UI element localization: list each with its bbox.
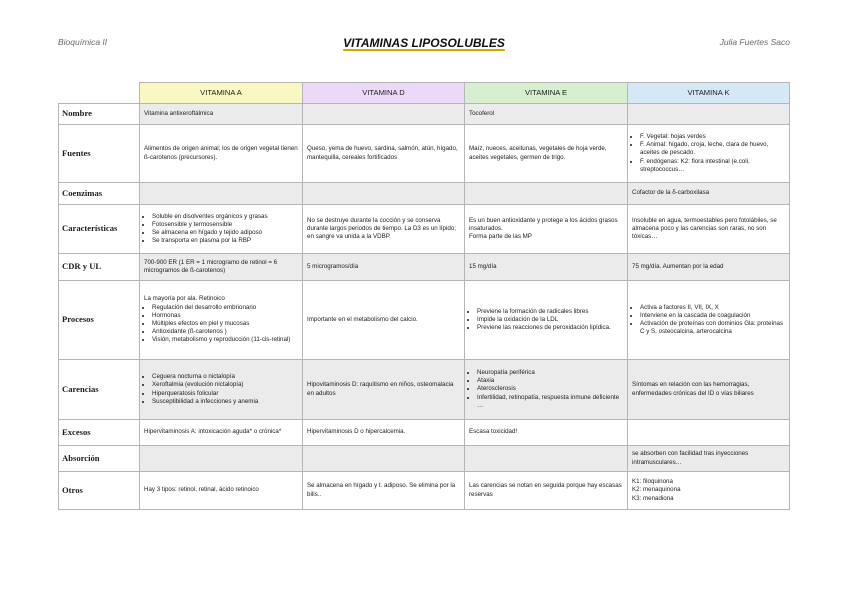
- list-fuentes-k: [632, 133, 785, 174]
- cell-otros-a: Hay 3 tipos: retinol, retinal, ácido retinoico: [140, 472, 303, 510]
- table-row-fuentes: [59, 125, 790, 183]
- cell-procesos-d: Importante en el metabolismo del calcio.: [303, 281, 465, 360]
- cell-nombre-a: Vitamina antixeroftálmica: [140, 104, 303, 125]
- cell-absorcion-a: [140, 446, 303, 472]
- cell-fuentes-e: Maíz, nueces, aceitunas, vegetales de hoja verde, aceites vegetales, germen de trigo.: [465, 125, 628, 183]
- table-row-otros: [59, 472, 790, 510]
- cell-caracteristicas-a: [140, 205, 303, 254]
- corner-cell: [59, 83, 140, 104]
- list-item: • Ataxia: [477, 377, 623, 385]
- list-item: • Antioxidante (ß-carotenos ): [152, 328, 298, 336]
- row-label-fuentes: Fuentes: [59, 125, 140, 183]
- cell-absorcion-e: [465, 446, 628, 472]
- vitamins-table: [58, 82, 790, 510]
- list-item: • Fotosensible y termosensible: [152, 221, 298, 229]
- cell-excesos-a: Hipervitaminosis A: intoxicación aguda* o crónica*: [140, 420, 303, 446]
- list-item: • Regulación del desarrollo embrionario: [152, 304, 298, 312]
- list-item: • Aterosclerosis: [477, 385, 623, 393]
- list-item: • Hormonas: [152, 312, 298, 320]
- row-label-otros: Otros: [59, 472, 140, 510]
- list-item: • F. endógenas: K2: flora intestinal (e.coli, streptococcus…: [640, 158, 785, 174]
- page-title-text: VITAMINAS LIPOSOLUBLES: [343, 36, 505, 50]
- cell-carencias-e: [465, 360, 628, 420]
- list-item: • Hiperqueratosis folicular: [152, 390, 298, 398]
- list-carencias-e: [469, 369, 623, 410]
- text-line: Es un buen antioxidante y protege a los ácidos grasos insaturados.: [469, 216, 618, 232]
- list-item: • Visión, metabolismo y reproducción (11-cis-retinal): [152, 336, 298, 344]
- text-line: K2: menaquinona: [632, 486, 681, 494]
- list-item: • Previene las reacciones de peroxidación lipídica.: [477, 324, 623, 332]
- row-label-caracteristicas: Características: [59, 205, 140, 254]
- table-row-procesos: [59, 281, 790, 360]
- list-item: • Interviene en la cascada de coagulación: [640, 312, 785, 320]
- table-row-coenzimas: [59, 183, 790, 205]
- row-label-absorcion: Absorción: [59, 446, 140, 472]
- list-item: • Previene la formación de radicales libres: [477, 308, 623, 316]
- list-item: • Neuropatía periférica: [477, 369, 623, 377]
- cell-fuentes-k: [628, 125, 790, 183]
- list-item: • Se transporta en plasma por la RBP: [152, 237, 298, 245]
- text-line: Forma parte de las MP: [469, 233, 532, 241]
- cell-caracteristicas-k: Insoluble en agua, termoestables pero fotolábiles, se almacena poco y las carencias son raras, no son tóxicas…: [628, 205, 790, 254]
- cell-procesos-e: [465, 281, 628, 360]
- cell-coenzimas-a: [140, 183, 303, 205]
- list-procesos-a: [144, 304, 298, 345]
- column-header-vitamina-k: VITAMINA K: [628, 83, 790, 104]
- cell-otros-d: Se almacena en hígado y t. adiposo. Se elimina por la bilis..: [303, 472, 465, 510]
- row-label-procesos: Procesos: [59, 281, 140, 360]
- cell-cdr-d: 5 microgramos/día: [303, 254, 465, 281]
- list-item: • Se almacena en hígado y tejido adiposo: [152, 229, 298, 237]
- cell-nombre-d: [303, 104, 465, 125]
- list-item: • Impide la oxidación de la LDL: [477, 316, 623, 324]
- row-label-excesos: Excesos: [59, 420, 140, 446]
- list-procesos-k: [632, 304, 785, 337]
- list-item: • Susceptibilidad a infecciones y anemia: [152, 398, 298, 406]
- text-line: K3: menadiona: [632, 494, 674, 502]
- cell-coenzimas-e: [465, 183, 628, 205]
- table-row-excesos: [59, 420, 790, 446]
- list-item: • Ceguera nocturna o nictalopía: [152, 373, 298, 381]
- cell-caracteristicas-e: [465, 205, 628, 254]
- cell-otros-k: [628, 472, 790, 510]
- cell-carencias-d: Hipovitaminosis D: raquitismo en niños, osteomalacia en adultos: [303, 360, 465, 420]
- author-label: Julia Fuertes Saco: [719, 37, 790, 47]
- cell-nombre-e: Tocoferol: [465, 104, 628, 125]
- cell-absorcion-d: [303, 446, 465, 472]
- cell-carencias-a: [140, 360, 303, 420]
- list-item: • Activación de proteínas con dominios Gla: proteínas C y S, osteocalcina, arterocalcina: [640, 320, 785, 336]
- cell-cdr-e: 15 mg/día: [465, 254, 628, 281]
- text-line: K1: filoquinona: [632, 478, 673, 486]
- table-header-row: [59, 83, 790, 104]
- table-row-caracteristicas: [59, 205, 790, 254]
- list-item: • F. Vegetal: hojas verdes: [640, 133, 785, 141]
- list-item: • Activa a factores II, VII, IX, X: [640, 304, 785, 312]
- cell-caracteristicas-d: No se destruye durante la cocción y se conserva durante largos periodos de tiempo. La D3 es un lípido; en sangre va unida a la VDBP.: [303, 205, 465, 254]
- cell-carencias-k: Síntomas en relación con las hemorragias, enfermedades crónicas del ID o vías biliares: [628, 360, 790, 420]
- cell-procesos-k: [628, 281, 790, 360]
- cell-fuentes-a: Alimentos de origen animal; los de origen vegetal tienen ß-carotenos (precursores).: [140, 125, 303, 183]
- list-item: • F. Animal: hígado, croja, leche, clara de huevo, aceites de pescado.: [640, 141, 785, 157]
- column-header-vitamina-a: VITAMINA A: [140, 83, 303, 104]
- list-caracteristicas-a: [144, 213, 298, 246]
- cell-cdr-k: 75 mg/día. Aumentan por la edad: [628, 254, 790, 281]
- cell-fuentes-d: Queso, yema de huevo, sardina, salmón, atún, hígado, mantequilla, cereales fortificados: [303, 125, 465, 183]
- cell-excesos-d: Hipervitaminosis D o hipercalcemia.: [303, 420, 465, 446]
- cell-excesos-e: Escasa toxicidad!: [465, 420, 628, 446]
- cell-cdr-a: 700-900 ER (1 ER = 1 microgramo de retinol = 6 microgramos de ß-carotenos): [140, 254, 303, 281]
- row-label-nombre: Nombre: [59, 104, 140, 125]
- cell-coenzimas-d: [303, 183, 465, 205]
- list-procesos-e: [469, 308, 623, 333]
- cell-coenzimas-k: Cofactor de la δ-carboxilasa: [628, 183, 790, 205]
- subject-label: Bioquímica II: [58, 37, 108, 47]
- cell-otros-e: Las carencias se notan en seguida porque hay escasas reservas: [465, 472, 628, 510]
- column-header-vitamina-d: VITAMINA D: [303, 83, 465, 104]
- list-item: • Infertilidad, retinopatía, respuesta inmune deficiente …: [477, 394, 623, 410]
- table-row-absorcion: [59, 446, 790, 472]
- table-row-nombre: [59, 104, 790, 125]
- row-label-cdr: CDR y UL: [59, 254, 140, 281]
- table-row-carencias: [59, 360, 790, 420]
- text-line: La mayoría por ala. Retinoico: [144, 295, 225, 303]
- list-carencias-a: [144, 373, 298, 406]
- table-row-cdr: [59, 254, 790, 281]
- row-label-coenzimas: Coenzimas: [59, 183, 140, 205]
- list-item: • Múltiples efectos en piel y mucosas: [152, 320, 298, 328]
- cell-procesos-a: [140, 281, 303, 360]
- cell-excesos-k: [628, 420, 790, 446]
- list-item: • Xeroftalmia (evolución nictalopía): [152, 381, 298, 389]
- cell-absorcion-k: se absorben con facilidad tras inyecciones intramusculares…: [628, 446, 790, 472]
- column-header-vitamina-e: VITAMINA E: [465, 83, 628, 104]
- row-label-carencias: Carencias: [59, 360, 140, 420]
- cell-nombre-k: [628, 104, 790, 125]
- list-item: • Soluble en disolventes orgánicos y grasas: [152, 213, 298, 221]
